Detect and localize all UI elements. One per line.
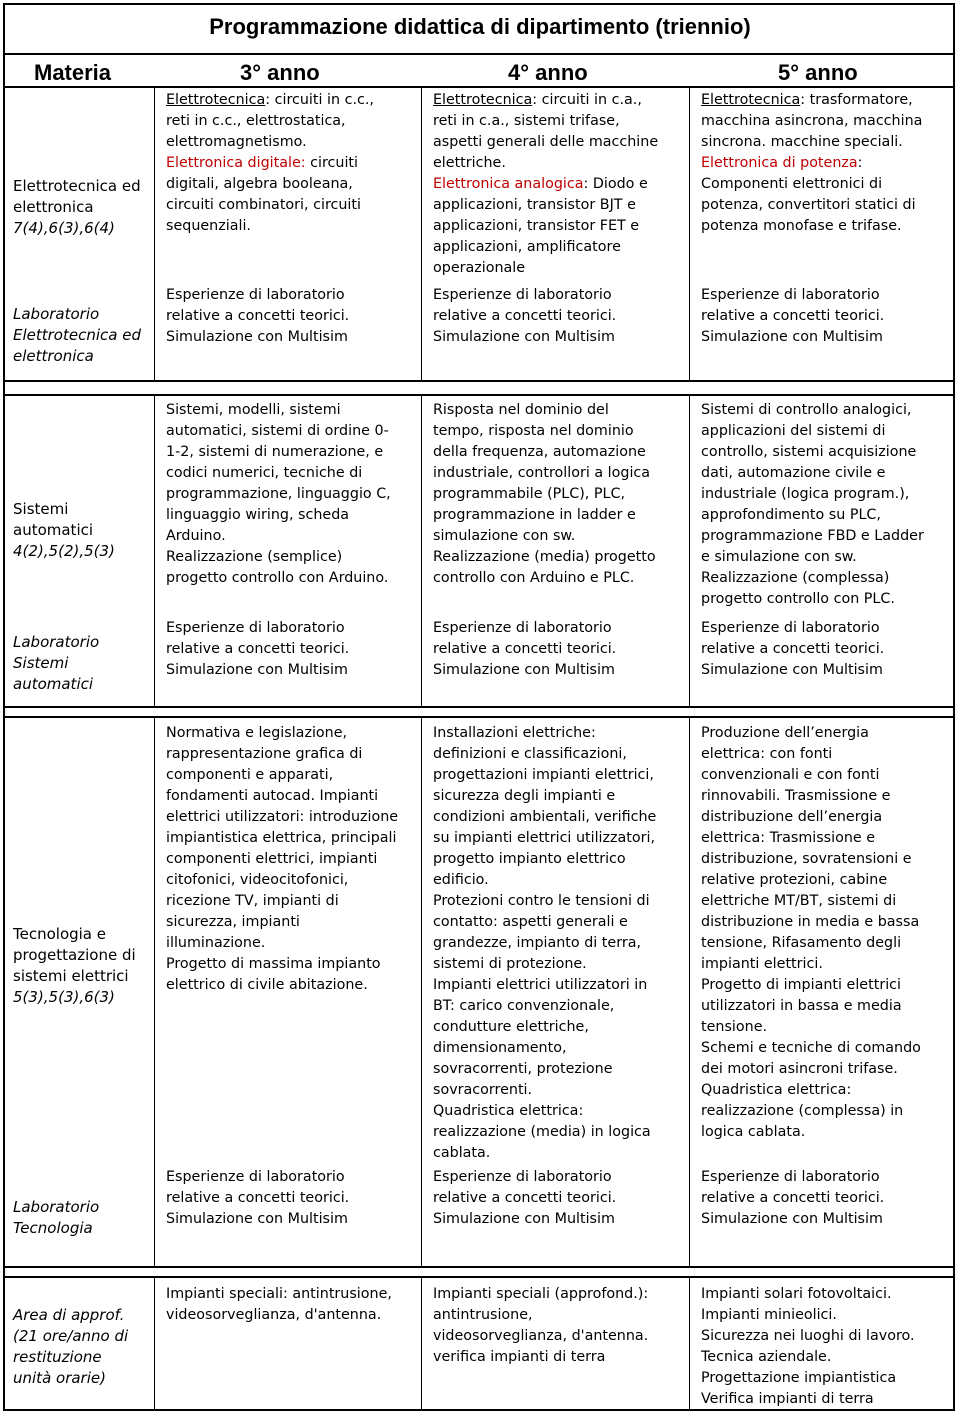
subject-sistemi-hours: 4(2),5(2),5(3)	[13, 542, 115, 560]
subject-elettrotecnica-hours: 7(4),6(3),6(4)	[13, 219, 115, 237]
topic-elettrotecnica-4: Elettrotecnica	[433, 92, 533, 108]
rule-section-3-end	[3, 1266, 955, 1268]
topic-elettronica-potenza: Elettronica di potenza	[701, 155, 858, 171]
elettrotecnica-anno5-text-b: : Componenti elettronici di potenza, convertitori statici di potenza monofase e trifase.	[701, 155, 916, 234]
topic-elettrotecnica-5: Elettrotecnica	[701, 92, 801, 108]
sistemi-anno5-content: Sistemi di controllo analogici, applicazioni del sistemi di controllo, sistemi acquisizione dati, automazione civile e industriale (logica program.), approfondimento su PLC, programmazione FBD e Ladder e simulazione con sw. Realizzazione (complessa) progetto controllo con PLC.	[701, 402, 924, 607]
col-rule-2c	[421, 716, 422, 1267]
approfondimento-anno4-content: Impianti speciali (approfond.): antintrusione, videosorveglianza, d'antenna. verifica impianti di terra	[433, 1286, 649, 1365]
subject-elettrotecnica-name: Elettrotecnica ed elettronica	[13, 177, 141, 216]
rule-section-3-start	[3, 716, 955, 718]
subject-sistemi	[13, 478, 115, 583]
col-rule-2a	[421, 86, 422, 381]
topic-elettronica-digitale: Elettronica digitale:	[166, 155, 306, 171]
lab-elettrotecnica-anno5: Esperienze di laboratorio relative a concetti teorici. Simulazione con Multisim	[701, 287, 885, 345]
elettrotecnica-anno5-text-a: : trasformatore, macchina asincrona, macchina sincrona. macchine speciali.	[701, 92, 923, 150]
lab-elettrotecnica-anno3: Esperienze di laboratorio relative a concetti teorici. Simulazione con Multisim	[166, 287, 350, 345]
lab-tecnologia-anno3: Esperienze di laboratorio relative a concetti teorici. Simulazione con Multisim	[166, 1169, 350, 1227]
col-rule-1b	[154, 394, 155, 707]
col-rule-1a	[154, 86, 155, 381]
approfondimento-anno5-content: Impianti solari fotovoltaici. Impianti minieolici. Sicurezza nei luoghi di lavoro. Tecnica aziendale. Progettazione impiantistica Verifica impianti di terra	[701, 1286, 915, 1407]
col-rule-1c	[154, 716, 155, 1267]
subject-area-approfondimento: Area di approf. (21 ore/anno di restituzione unità orarie)	[13, 1306, 129, 1387]
lab-sistemi-label: Laboratorio Sistemi automatici	[13, 633, 100, 693]
tecnologia-anno4-content: Installazioni elettriche: definizioni e classificazioni, progettazioni impianti elettrici, sicurezza degli impianti e condizioni ambientali, verifiche su impianti elettrici utilizzatori, progetto impianto elettrico edificio. Protezioni contro le tensioni di contatto: aspetti generali e grandezze, impianto di terra, sistemi di protezione. Impianti elettrici utilizzatori in BT: carico convenzionale, condutture elettriche, dimensionamento, sovracorrenti, protezione sovracorrenti. Quadristica elettrica: realizzazione (media) in logica cablata.	[433, 725, 657, 1161]
lab-sistemi-anno4: Esperienze di laboratorio relative a concetti teorici. Simulazione con Multisim	[433, 620, 617, 678]
elettrotecnica-anno5-content	[701, 90, 951, 237]
tecnologia-anno3-content: Normativa e legislazione, rappresentazione grafica di componenti e apparati, fondamenti autocad. Impianti elettrici utilizzatori: introduzione impiantistica elettrica, principali componenti elettrici, impianti citofonici, videocitofonici, ricezione TV, impianti di sicurezza, impianti illuminazione. Progetto di massima impianto elettrico di civile abitazione.	[166, 725, 399, 993]
lab-elettrotecnica-anno4: Esperienze di laboratorio relative a concetti teorici. Simulazione con Multisim	[433, 287, 617, 345]
subject-sistemi-name: Sistemi automatici	[13, 500, 94, 539]
rule-under-header	[3, 86, 955, 88]
rule-section-2-start	[3, 394, 955, 396]
lab-elettrotecnica-label: Laboratorio Elettrotecnica ed elettronica	[13, 305, 141, 365]
elettrotecnica-anno3-text-a: : circuiti in c.c., reti in c.c., elettrostatica, elettromagnetismo.	[166, 92, 374, 150]
topic-elettronica-analogica: Elettronica analogica	[433, 176, 584, 192]
subject-tecnologia-name: Tecnologia e progettazione di sistemi elettrici	[13, 925, 136, 985]
elettrotecnica-anno4-text-a: : circuiti in c.a., reti in c.a., sistemi trifase, aspetti generali delle macchine elettriche.	[433, 92, 659, 171]
lab-sistemi-anno3: Esperienze di laboratorio relative a concetti teorici. Simulazione con Multisim	[166, 620, 350, 678]
col-rule-2d	[421, 1276, 422, 1411]
tecnologia-anno5-content: Produzione dell’energia elettrica: con fonti convenzionali e con fonti rinnovabili. Trasmissione e distribuzione dell’energia elettrica: Trasmissione e distribuzione, sovratensioni e relative protezioni, cabine elettriche MT/BT, sistemi di distribuzione in media e bassa tensione, Rifasamento degli impianti elettrici. Progetto di impianti elettrici utilizzatori in bassa e media tensione. Schemi e tecniche di comando dei motori asincroni trifase. Quadristica elettrica: realizzazione (complessa) in logica cablata.	[701, 725, 921, 1140]
topic-elettrotecnica-3: Elettrotecnica	[166, 92, 266, 108]
elettrotecnica-anno3-text-b: circuiti digitali, algebra booleana, circuiti combinatori, circuiti sequenziali.	[166, 155, 361, 234]
page-title: Programmazione didattica di dipartimento (triennio)	[209, 14, 751, 39]
lab-tecnologia-anno5: Esperienze di laboratorio relative a concetti teorici. Simulazione con Multisim	[701, 1169, 885, 1227]
col-rule-3b	[689, 394, 690, 707]
rule-section-1-end	[3, 380, 955, 382]
sistemi-anno3-content: Sistemi, modelli, sistemi automatici, sistemi di ordine 0- 1-2, sistemi di numerazione, e codici numerici, tecniche di programmazione, linguaggio C, linguaggio wiring, scheda Arduino. Realizzazione (semplice) progetto controllo con Arduino.	[166, 402, 391, 586]
elettrotecnica-anno4-content	[433, 90, 685, 279]
header-anno-3: 3° anno	[240, 60, 320, 85]
subject-elettrotecnica	[13, 155, 141, 260]
elettrotecnica-anno4-text-b: : Diodo e applicazioni, transistor BJT e applicazioni, transistor FET e applicazioni, amplificatore operazionale	[433, 176, 648, 276]
col-rule-3d	[689, 1276, 690, 1411]
lab-sistemi-anno5: Esperienze di laboratorio relative a concetti teorici. Simulazione con Multisim	[701, 620, 885, 678]
rule-under-title	[3, 53, 955, 55]
col-rule-2b	[421, 394, 422, 707]
elettrotecnica-anno3-content	[166, 90, 416, 237]
header-materia: Materia	[34, 60, 112, 85]
col-rule-1d	[154, 1276, 155, 1411]
rule-section-2-end	[3, 706, 955, 708]
lab-tecnologia-label: Laboratorio Tecnologia	[13, 1198, 100, 1237]
col-rule-3c	[689, 716, 690, 1267]
col-rule-3a	[689, 86, 690, 381]
subject-tecnologia	[13, 903, 136, 1029]
sistemi-anno4-content: Risposta nel dominio del tempo, risposta nel dominio della frequenza, automazione industriale, controllori a logica programmabile (PLC), PLC, programmazione in ladder e simulazione con sw. Realizzazione (media) progetto controllo con Arduino e PLC.	[433, 402, 656, 586]
approfondimento-anno3-content: Impianti speciali: antintrusione, videosorveglianza, d'antenna.	[166, 1286, 392, 1323]
header-anno-4: 4° anno	[508, 60, 588, 85]
subject-tecnologia-hours: 5(3),5(3),6(3)	[13, 988, 115, 1006]
rule-section-4-start	[3, 1276, 955, 1278]
lab-tecnologia-anno4: Esperienze di laboratorio relative a concetti teorici. Simulazione con Multisim	[433, 1169, 617, 1227]
header-anno-5: 5° anno	[778, 60, 858, 85]
